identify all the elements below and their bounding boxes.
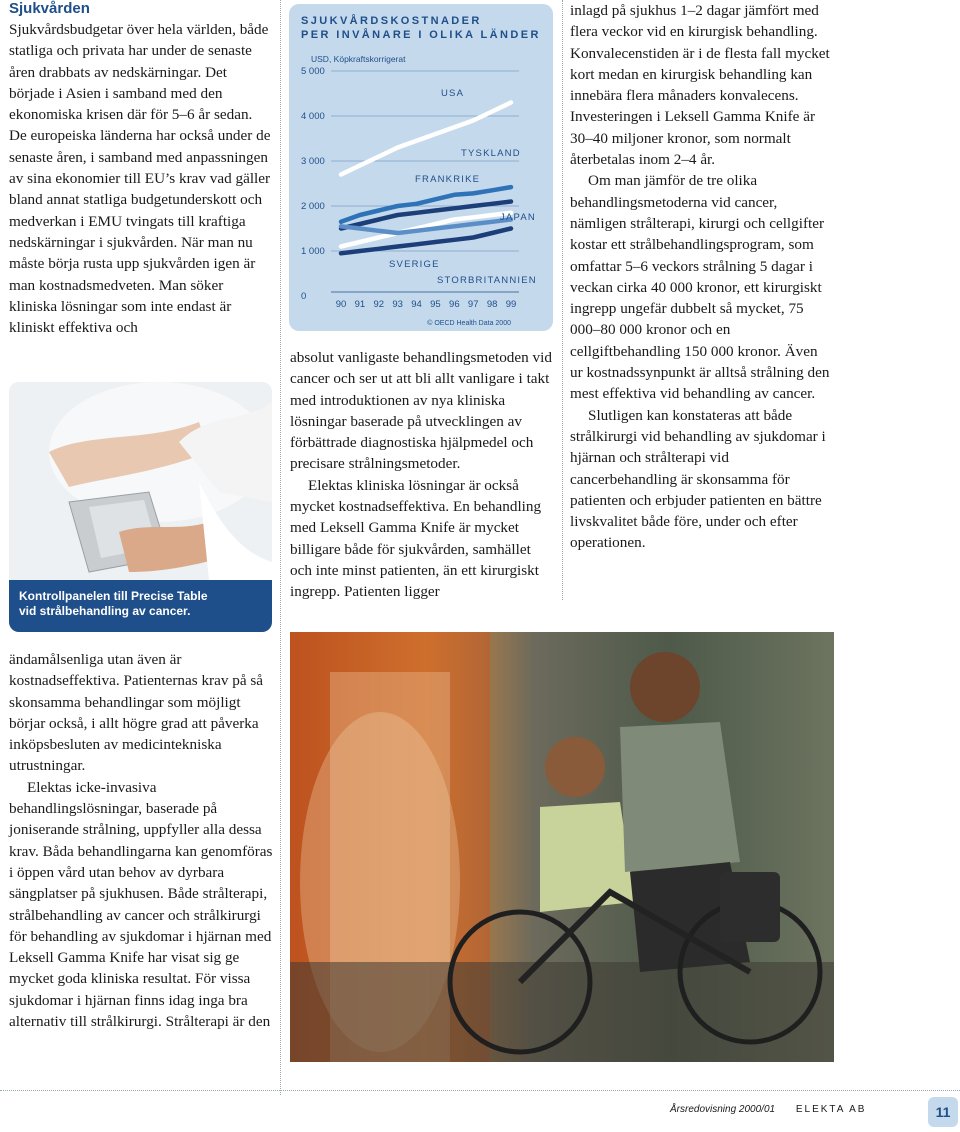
middle-column xyxy=(290,347,554,603)
chart-x-tick-label: 99 xyxy=(505,299,517,310)
chart-y-tick-label: 0 xyxy=(301,291,307,302)
chart-x-tick-label: 95 xyxy=(430,299,441,310)
cost-chart xyxy=(289,4,553,331)
chart-series-label: SVERIGE xyxy=(389,259,440,270)
chart-series-label: TYSKLAND xyxy=(461,148,521,159)
chart-plot xyxy=(289,4,553,331)
chart-unit-note: USD, Köpkraftskorrigerat xyxy=(311,54,406,64)
left-paragraph-2: ändamålsenliga utan även är kostnadseffektiva. Patienternas krav på så skonsamma behandlingar som möjligt börjar också, i allt högre grad att påverka inköpsbesluten av medicintekniska utrustningar. xyxy=(9,651,264,775)
right-column xyxy=(570,0,834,554)
hands-photo-illustration xyxy=(9,382,272,580)
section-heading: Sjukvården xyxy=(9,0,90,17)
chart-y-tick-label: 2 000 xyxy=(301,201,325,212)
footer xyxy=(630,1104,867,1115)
chart-x-tick-label: 97 xyxy=(467,299,479,310)
photo-caption-line-2: vid strålbehandling av cancer. xyxy=(19,604,191,618)
photo-caption xyxy=(9,580,272,632)
column-divider-right xyxy=(562,0,563,600)
footer-divider xyxy=(0,1090,960,1091)
control-panel-photo xyxy=(9,382,272,632)
footer-company: ELEKTA AB xyxy=(795,1104,867,1115)
chart-y-tick-label: 4 000 xyxy=(301,111,325,122)
chart-series-label: FRANKRIKE xyxy=(415,174,481,185)
photo-caption-line-1: Kontrollpanelen till Precise Table xyxy=(19,589,208,603)
right-paragraph-2: Om man jämför de tre olika behandlingsmetoderna vid cancer, nämligen strålterapi, kirurgi och cellgifter kostar ett strålbehandlingsprogram, som omfattar 5–6 veckors strålning 5 dagar i veckan cirka 40 000 kronor, ett kirurgiskt ingrepp ungefär dubbelt så mycket, 75 000–80 000 kronor och en cellgiftbehandling 150 000 kronor. Även ur kostnadssynpunkt är alltså strålning den mest effektiva vid behandling av cancer. xyxy=(570,172,830,403)
bicycle-photo xyxy=(290,632,834,1062)
chart-y-tick-label: 1 000 xyxy=(301,246,325,257)
left-paragraph-3: Elektas icke-invasiva behandlingslösningar, baserade på joniserande strålning, uppfyller alla dessa krav. Båda behandlingarna kan genomföras i öppen vård utan behov av dyrbara sängplatser på sjukhusen. Både strålterapi, strålbehandling av cancer och strålkirurgi för behandling av sjukdomar i hjärnan med Leksell Gamma Knife har visat sig ge mycket goda kliniska resultat. För vissa sjukdomar i hjärnan finns idag inga bra alternativ till strålkirurgi. Strålterapi är den xyxy=(9,778,273,1031)
chart-series-label: STORBRITANNIEN xyxy=(437,275,537,286)
page-number: 11 xyxy=(928,1097,958,1127)
chart-x-tick-label: 93 xyxy=(392,299,403,310)
column-divider-left xyxy=(280,0,281,1095)
chart-x-tick-label: 92 xyxy=(373,299,385,310)
chart-x-tick-label: 96 xyxy=(449,299,460,310)
chart-series-label: USA xyxy=(441,88,465,99)
chart-title-line-1: SJUKVÅRDSKOSTNADER xyxy=(301,15,482,27)
chart-x-tick-label: 91 xyxy=(354,299,366,310)
left-paragraph-1: Sjukvårdsbudgetar över hela världen, både statliga och privata har under de senaste åren drabbats av nedskärningar. Det började i Asien i samband med den ekonomiska krisen där för 5–6 år sedan. De europeiska länderna har också under de senaste åren, i samband med anpassningen av sina ekonomier till EU’s krav vad gäller bland annat statliga budgetunderskott och medverkan i EMU tvingats till kraftiga nedskärningar i sjukvården. När man nu måste börja rusta upp sjukvården igen är man kostnadsmedveten. Man söker kliniska lösningar som inte endast är kliniskt effektiva och xyxy=(9,21,271,337)
left-column-lower xyxy=(9,649,273,1032)
chart-x-tick-label: 94 xyxy=(411,299,422,310)
chart-y-tick-label: 5 000 xyxy=(301,66,325,77)
chart-series-label: JAPAN xyxy=(500,212,536,223)
chart-source-note: © OECD Health Data 2000 xyxy=(427,320,511,327)
right-paragraph-3: Slutligen kan konstateras att både strålkirurgi vid behandling av sjukdomar i hjärnan och strålterapi vid cancerbehandling är skonsamma för patienten och erbjuder patienten en bättre livskvalitet både före, under och efter operationen. xyxy=(570,406,826,552)
chart-x-tick-label: 90 xyxy=(335,299,347,310)
left-column xyxy=(9,0,273,338)
bicycle-photo-illustration xyxy=(290,632,834,1062)
middle-paragraph-2: Elektas kliniska lösningar är också mycket kostnadseffektiva. En behandling med Leksell Gamma Knife är mycket billigare både för sjukvården, samhället och inte minst patienten, än ett kirurgiskt ingrepp. Patienten ligger xyxy=(290,476,542,601)
chart-x-tick-label: 98 xyxy=(486,299,498,310)
chart-y-tick-label: 3 000 xyxy=(301,156,325,167)
chart-title-line-2: PER INVÅNARE I OLIKA LÄNDER xyxy=(301,29,541,41)
footer-report-title: Årsredovisning 2000/01 xyxy=(670,1104,776,1115)
middle-paragraph-1: absolut vanligaste behandlingsmetoden vid cancer och ser ut att bli allt vanligare i takt med introduktionen av nya kliniska lösningar baserade på utvecklingen av förbättrade diagnostiska hjälpmedel och precisare strålningsmetoder. xyxy=(290,349,552,473)
chart-series-line-usa xyxy=(341,103,511,175)
right-paragraph-1: inlagd på sjukhus 1–2 dagar jämfört med flera veckor vid en kirurgisk behandling. Konvalecenstiden är i de flesta fall mycket kort medan en kirurgisk behandling kan innebära flera månaders konvalecens. Investeringen i Leksell Gamma Knife är 30–40 miljoner kronor, som normalt återbetalas inom 2–4 år. xyxy=(570,2,830,169)
